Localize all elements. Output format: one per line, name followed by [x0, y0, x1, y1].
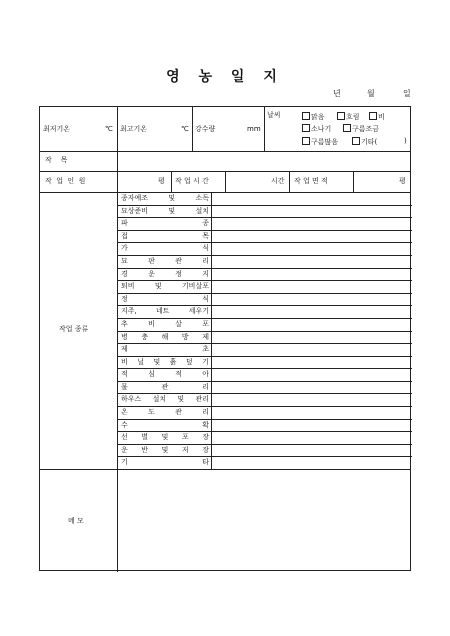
task-label: 선 별 및 포 장	[121, 433, 209, 442]
work-time-label: 작 업 시 간	[175, 177, 209, 185]
task-entry-field[interactable]	[212, 332, 411, 344]
task-label: 하우스 설치 및 관리	[121, 395, 209, 404]
crop-label: 작 목	[45, 156, 68, 164]
memo-label: 메 모	[68, 517, 84, 525]
task-entry-field[interactable]	[212, 206, 411, 218]
min-temp-unit: ℃	[105, 125, 113, 133]
crop-field[interactable]	[118, 152, 411, 171]
work-type-label: 작업 종류	[59, 325, 89, 333]
task-label: 병 충 해 방 제	[121, 332, 209, 341]
task-entry-field[interactable]	[212, 420, 411, 432]
checkbox-icon[interactable]	[337, 112, 345, 120]
task-label: 퇴비 및 기비살포	[121, 282, 209, 291]
checkbox-icon[interactable]	[369, 112, 377, 120]
checkbox-icon[interactable]	[343, 124, 351, 132]
max-temp-label: 최고기온	[120, 125, 148, 133]
task-label: 정 식	[121, 294, 209, 303]
work-area-field[interactable]	[354, 172, 399, 192]
rain-unit: mm	[247, 125, 261, 133]
task-label: 제 초	[121, 345, 209, 354]
rain-label: 강수량	[195, 125, 216, 133]
task-label: 추 비 살 포	[121, 319, 209, 328]
checkbox-icon[interactable]	[302, 112, 310, 120]
weather-other-close: )	[404, 137, 407, 145]
task-entry-field[interactable]	[212, 306, 411, 318]
task-label: 운 반 및 저 장	[121, 445, 209, 454]
task-entry-field[interactable]	[212, 319, 411, 331]
weather-option-rain[interactable]: 비	[369, 112, 385, 122]
task-entry-field[interactable]	[212, 407, 411, 419]
workers-unit: 평	[158, 177, 165, 185]
day-label: 일	[403, 89, 411, 98]
weather-option-clear[interactable]: 맑음	[302, 112, 325, 122]
workers-field[interactable]	[118, 172, 163, 192]
col-divider	[289, 171, 290, 192]
weather-option-partly-cloudy[interactable]: 구름조금	[343, 124, 379, 134]
col-divider	[117, 107, 118, 151]
col-divider	[264, 107, 265, 151]
weather-option-mostly-cloudy[interactable]: 구름많음	[302, 137, 338, 147]
task-entry-field[interactable]	[212, 231, 411, 243]
task-entry-field[interactable]	[212, 432, 411, 444]
year-label: 년	[333, 89, 341, 98]
task-label: 비 닐 및 흙 덮 기	[121, 357, 209, 366]
task-label: 묘상준비 및 설치	[121, 206, 209, 215]
task-entry-field[interactable]	[212, 357, 411, 369]
task-entry-field[interactable]	[212, 243, 411, 255]
weather-label: 날씨	[267, 111, 281, 119]
task-label: 종자예조 및 소독	[121, 194, 209, 202]
task-label: 수 확	[121, 420, 209, 429]
max-temp-unit: ℃	[181, 125, 189, 133]
weather-option-shower[interactable]: 소나기	[302, 124, 331, 134]
task-entry-field[interactable]	[212, 269, 411, 281]
task-entry-field[interactable]	[212, 445, 411, 457]
task-entry-field[interactable]	[212, 394, 411, 406]
task-entry-field[interactable]	[212, 281, 411, 293]
task-label: 파 종	[121, 219, 209, 228]
checkbox-icon[interactable]	[352, 137, 360, 145]
area-unit: 평	[399, 177, 406, 185]
weather-option-cloudy[interactable]: 흐림	[337, 112, 360, 122]
work-time-field[interactable]	[226, 172, 266, 192]
task-entry-field[interactable]	[212, 256, 411, 268]
task-label: 물 관 리	[121, 382, 209, 391]
weather-option-other[interactable]: 기타(	[352, 137, 377, 147]
task-label: 접 목	[121, 231, 209, 240]
task-label: 경 운 정 지	[121, 269, 209, 278]
task-entry-field[interactable]	[212, 294, 411, 306]
task-entry-field[interactable]	[212, 193, 411, 205]
min-temp-label: 최저기온	[43, 125, 71, 133]
workers-label: 작 업 인 원	[45, 177, 86, 185]
task-entry-field[interactable]	[212, 457, 411, 469]
task-entry-field[interactable]	[212, 344, 411, 356]
task-label: 가 식	[121, 244, 209, 253]
task-entry-field[interactable]	[212, 382, 411, 394]
memo-field[interactable]	[118, 470, 411, 570]
col-divider	[192, 107, 193, 151]
work-area-label: 작 업 면 적	[294, 177, 328, 185]
page-title: 영 농 일 지	[166, 69, 284, 85]
col-divider	[171, 171, 172, 192]
checkbox-icon[interactable]	[302, 137, 310, 145]
task-label: 기 타	[121, 458, 209, 467]
diary-form	[39, 106, 411, 571]
task-entry-field[interactable]	[212, 218, 411, 230]
task-label: 지주, 네트 세우기	[121, 307, 209, 316]
checkbox-icon[interactable]	[302, 124, 310, 132]
task-label: 적 심 적 아	[121, 370, 209, 379]
task-entry-field[interactable]	[212, 369, 411, 381]
month-label: 월	[367, 89, 375, 98]
hours-label: 시간	[271, 177, 285, 185]
task-label: 온 도 관 리	[121, 408, 209, 417]
task-label: 묘 판 관 리	[121, 256, 209, 265]
